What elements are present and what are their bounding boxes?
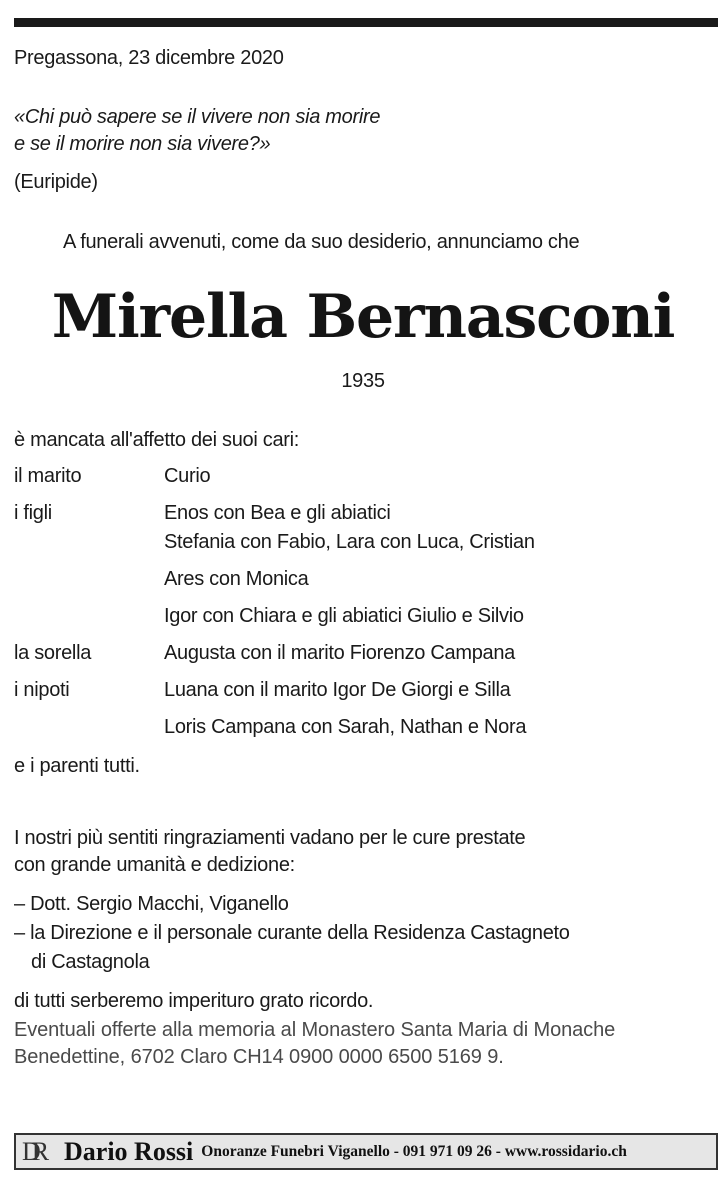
- relative-line: Igor con Chiara e gli abiatici Giulio e Silvio: [164, 605, 524, 627]
- offers-line: Eventuali offerte alla memoria al Monastero Santa Maria di Monache: [14, 1019, 616, 1041]
- thanks-line: I nostri più sentiti ringraziamenti vadano per le cure prestate: [14, 827, 526, 849]
- funeral-home-footer: [14, 1133, 718, 1170]
- quote-line: «Chi può sapere se il vivere non sia morire: [14, 106, 381, 128]
- thanks-closing: di tutti serberemo imperituro grato ricordo.: [14, 990, 374, 1012]
- funeral-home-name: Dario Rossi: [64, 1136, 194, 1166]
- thanks-item: – Dott. Sergio Macchi, Viganello: [14, 893, 289, 915]
- relative-line: Luana con il marito Igor De Giorgi e Silla: [164, 679, 511, 701]
- relative-label: i figli: [14, 502, 52, 524]
- relative-label: la sorella: [14, 642, 92, 664]
- relative-line: Loris Campana con Sarah, Nathan e Nora: [164, 716, 527, 738]
- funeral-home-contact: Onoranze Funebri Viganello - 091 971 09 26 - www.rossidario.ch: [201, 1142, 627, 1160]
- announcement-lead: è mancata all'affetto dei suoi cari:: [14, 429, 300, 451]
- offers-line: Benedettine, 6702 Claro CH14 0900 0000 6500 5169 9.: [14, 1046, 504, 1068]
- thanks-item: – la Direzione e il personale curante della Residenza Castagneto: [14, 922, 570, 944]
- relative-label: i nipoti: [14, 679, 70, 701]
- birth-year: 1935: [341, 370, 385, 392]
- place-date: Pregassona, 23 dicembre 2020: [14, 47, 284, 69]
- epigraph-quote: [14, 104, 380, 158]
- relative-line: Ares con Monica: [164, 568, 309, 590]
- thanks-line: con grande umanità e dedizione:: [14, 854, 295, 876]
- top-rule: [14, 18, 718, 27]
- relative-label: il marito: [14, 465, 82, 487]
- announcement-intro: A funerali avvenuti, come da suo desiderio, annunciamo che: [63, 231, 580, 253]
- relative-line: Enos con Bea e gli abiatici: [164, 502, 391, 524]
- funeral-home-logo-icon: DR: [22, 1136, 41, 1166]
- relative-line: Stefania con Fabio, Lara con Luca, Cristian: [164, 531, 535, 553]
- relative-line: Augusta con il marito Fiorenzo Campana: [164, 642, 516, 664]
- quote-line: e se il morire non sia vivere?»: [14, 133, 271, 155]
- thanks-item-continuation: di Castagnola: [31, 951, 150, 973]
- closing-relatives: e i parenti tutti.: [14, 755, 140, 777]
- offers-note: [14, 1017, 726, 1071]
- deceased-name: Mirella Bernasconi: [51, 282, 675, 352]
- relative-line: Curio: [164, 465, 211, 487]
- quote-author: (Euripide): [14, 171, 98, 193]
